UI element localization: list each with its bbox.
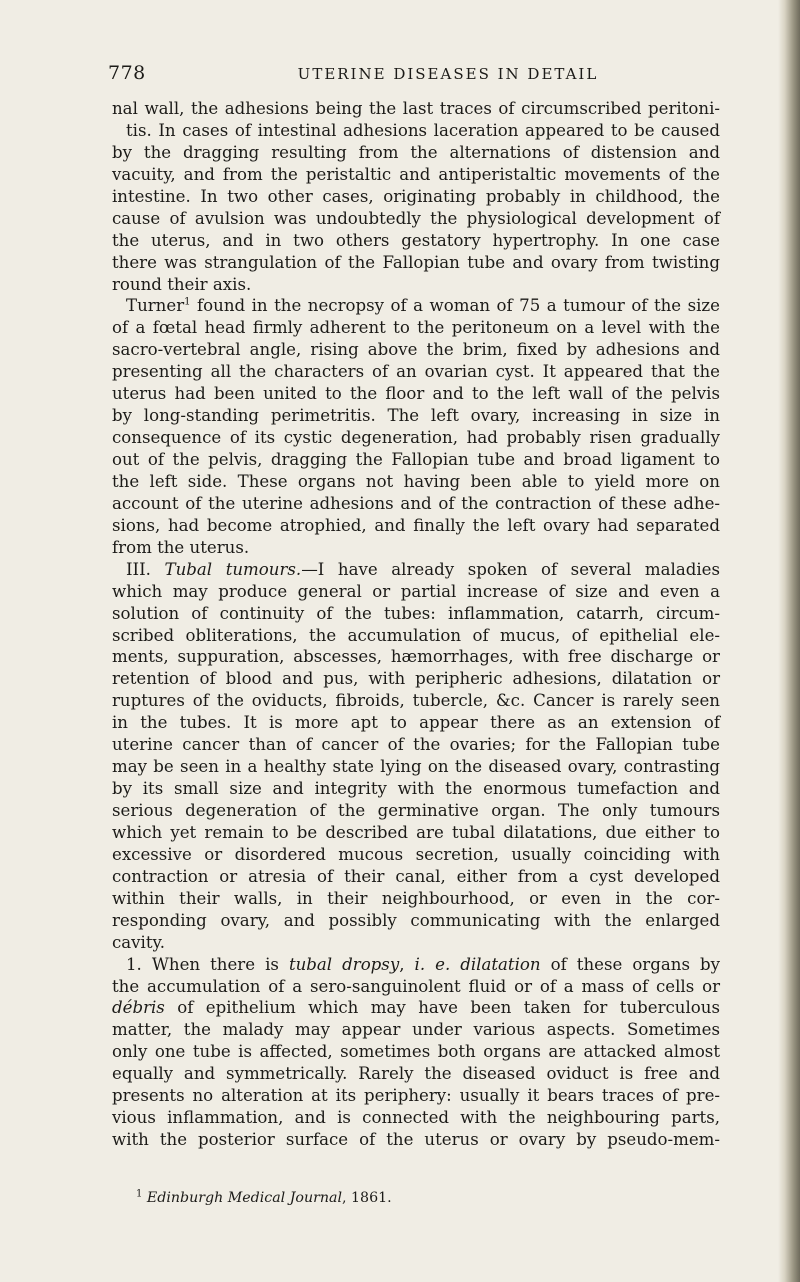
text-line: round their axis. [112,274,252,294]
text-line: there was strangulation of the Fallopian tube and ovary from twisting [112,252,720,272]
text-line: sions, had become atrophied, and finally the left ovary had separated [112,515,720,535]
text-line: which may produce general or partial increase of size and even a [112,581,720,601]
text-line: cause of avulsion was undoubtedly the physiological development of [112,208,720,228]
text-line: account of the uterine adhesions and of the contraction of these adhe- [112,493,720,513]
page-number: 778 [108,62,146,84]
text-line: Turner$^1$ found in the necropsy of a woman of 75 a tumour of the size [126,296,720,316]
text-line: intestine. In two other cases, originating probably in childhood, the [112,186,720,206]
text-line: only one tube is affected, sometimes both organs are attacked almost [112,1042,720,1062]
text-line: by its small size and integrity with the enormous tumefaction and [112,779,720,799]
text-line: ruptures of the oviducts, fibroids, tubercle, &c. Cancer is rarely seen [112,691,720,711]
text-line: vious inflammation, and is connected with the neighbouring parts, [112,1108,720,1128]
text-line: out of the pelvis, dragging the Fallopian tube and broad ligament to [112,450,720,469]
text-line: presents no alteration at its periphery: usually it bears traces of pre- [112,1086,720,1106]
text-line: tis. In cases of intestinal adhesions laceration appeared to be caused [126,120,720,140]
footnote-year: , 1861. [342,1190,392,1206]
text-line: within their walls, in their neighbourhood, or even in the cor- [112,888,720,908]
text-line: presenting all the characters of an ovarian cyst. It appeared that the [112,362,720,382]
text-line: nal wall, the adhesions being the last traces of circumscribed peritoni- [112,99,720,118]
body-text [112,98,720,1151]
text-line: contraction or atresia of their canal, either from a cyst developed [112,866,720,886]
text-line: in the tubes. It is more apt to appear there as an extension of [112,713,720,733]
running-title: UTERINE DISEASES IN DETAIL [297,65,599,83]
text-line: sacro-vertebral angle, rising above the brim, fixed by adhesions and [112,340,720,360]
text-line: from the uterus. [112,537,250,557]
text-line: solution of continuity of the tubes: inflammation, catarrh, circum- [112,603,720,623]
text-line: excessive or disordered mucous secretion, usually coinciding with [112,844,720,864]
text-line: the left side. These organs not having been able to yield more on [112,471,720,491]
text-line: by long-standing perimetritis. The left ovary, increasing in size in [112,406,720,426]
text-line: vacuity, and from the peristaltic and antiperistaltic movements of the [112,164,720,184]
text-line: serious degeneration of the germinative organ. The only tumours [112,801,720,820]
text-line: uterine cancer than of cancer of the ovaries; for the Fallopian tube [112,735,720,755]
text-line: consequence of its cystic degeneration, had probably risen gradually [112,428,720,448]
footnote [136,1190,392,1206]
footnote-source: Edinburgh Medical Journal [146,1190,343,1206]
text-line: retention of blood and pus, with peripheric adhesions, dilatation or [112,669,720,689]
text-line: cavity. [112,932,165,952]
text-line: with the posterior surface of the uterus or ovary by pseudo-mem- [112,1130,720,1150]
text-line: débris of epithelium which may have been taken for tuberculous [112,998,720,1018]
text-line: III. Tubal tumours.—I have already spoken of several maladies [126,559,721,579]
text-line: responding ovary, and possibly communicating with the enlarged [112,910,720,930]
page-binding-edge [778,0,800,1282]
text-line: may be seen in a healthy state lying on the diseased ovary, contrasting [112,757,720,777]
text-line: uterus had been united to the floor and to the left wall of the pelvis [112,384,720,404]
text-line: of a fœtal head firmly adherent to the peritoneum on a level with the [112,318,720,338]
page-header [108,62,728,86]
text-line: 1. When there is tubal dropsy, i. e. dilatation of these organs by [126,954,720,974]
text-line: the accumulation of a sero-sanguinolent fluid or of a mass of cells or [112,976,720,996]
text-line: the uterus, and in two others gestatory hypertrophy. In one case [112,230,720,250]
footnote-marker: 1 [136,1188,143,1200]
text-line: equally and symmetrically. Rarely the diseased oviduct is free and [112,1064,720,1084]
text-line: matter, the malady may appear under various aspects. Sometimes [112,1020,720,1040]
text-line: scribed obliterations, the accumulation of mucus, of epithelial ele- [112,625,720,645]
text-line: by the dragging resulting from the alternations of distension and [112,142,720,162]
text-line: which yet remain to be described are tubal dilatations, due either to [112,822,720,842]
text-line: ments, suppuration, abscesses, hæmorrhages, with free discharge or [112,647,720,667]
